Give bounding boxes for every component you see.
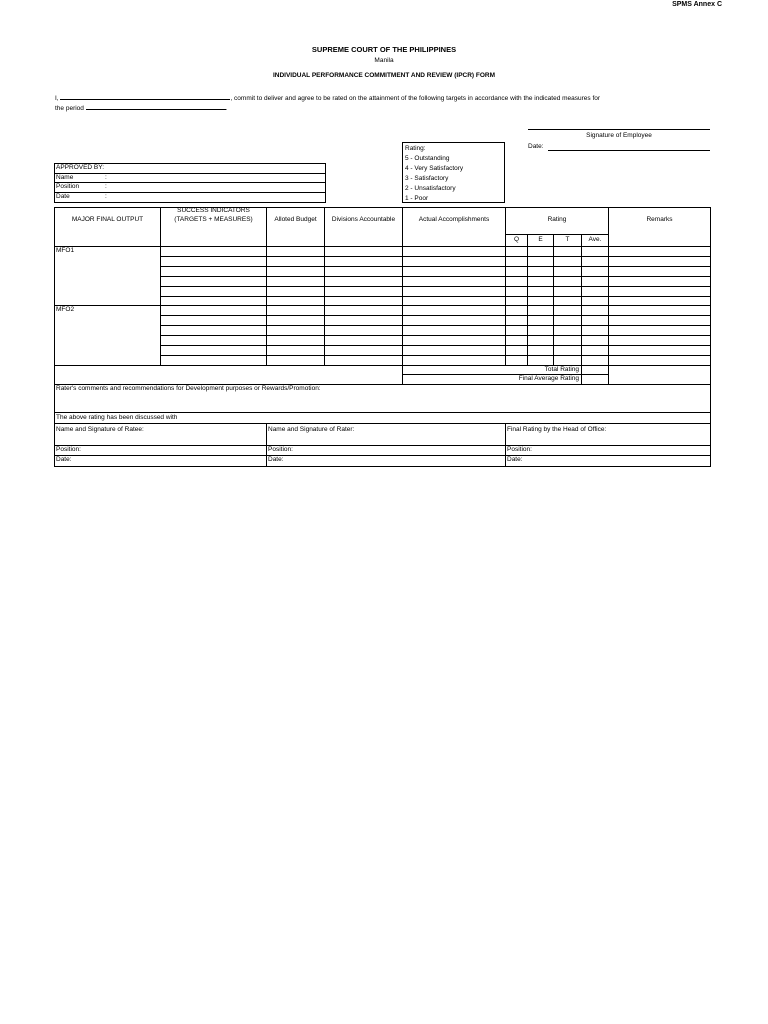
approved-date-label: Date: [56, 192, 70, 200]
ratee-date-label: Date:: [56, 456, 72, 463]
approved-by-title: APPROVED BY:: [55, 164, 325, 174]
period-label: the period: [55, 105, 84, 112]
rating-sub-t: T: [565, 236, 570, 243]
annex-label: SPMS Annex C: [672, 1, 722, 8]
court-name: SUPREME COURT OF THE PHILIPPINES: [311, 45, 457, 54]
raters-comments-label: Rater's comments and recommendations for Development purposes or Rewards/Promotion:: [56, 385, 321, 392]
col-header-mfo: MAJOR FINAL OUTPUT: [71, 216, 144, 223]
commitment-prefix: I,: [55, 95, 59, 102]
col-header-remarks: Remarks: [646, 216, 673, 223]
head-final-rating-label: Final Rating by the Head of Office:: [507, 426, 607, 433]
col-header-success-indicators: SUCCESS INDICATORS: [177, 207, 250, 214]
employee-signature-label: Signature of Employee: [586, 132, 652, 139]
rater-date-label: Date:: [268, 456, 284, 463]
head-date-label: Date:: [507, 456, 523, 463]
approved-position-label: Position: [56, 183, 80, 190]
form-title: INDIVIDUAL PERFORMANCE COMMITMENT AND REVIEW (IPCR) FORM: [272, 72, 496, 79]
rating-sub-e: E: [538, 236, 543, 243]
col-header-rating: Rating: [547, 216, 567, 223]
ratee-signature-label: Name and Signature of Ratee:: [56, 426, 144, 433]
approved-name-label: Name: [56, 173, 74, 181]
rating-scale-item: 5 - Outstanding: [405, 155, 450, 162]
col-header-actual: Actual Accomplishments: [418, 216, 490, 223]
rating-sub-q: Q: [513, 236, 520, 243]
mfo1-label: MFO1: [56, 247, 75, 254]
col-header-budget: Alloted Budget: [274, 216, 317, 223]
total-rating-label: Total Rating: [544, 366, 579, 373]
approved-position-colon: :: [105, 183, 107, 190]
rater-position-label: Position:: [268, 446, 293, 453]
head-position-label: Position:: [507, 446, 532, 453]
rating-sub-ave: Ave.: [588, 236, 602, 243]
col-header-divisions: Divisions Accountable: [331, 216, 396, 223]
approved-name-colon: :: [105, 173, 107, 181]
col-header-success-indicators-sub: (TARGETS + MEASURES): [174, 216, 253, 223]
final-average-label: Final Average Rating: [518, 375, 579, 382]
rating-scale-item: 4 - Very Satisfactory: [405, 165, 464, 172]
approved-date-colon: :: [105, 192, 107, 200]
ratee-position-label: Position:: [56, 446, 81, 453]
rater-signature-label: Name and Signature of Rater:: [268, 426, 355, 433]
commitment-text: , commit to deliver and agree to be rated on the attainment of the following targets in accordance with the indicated measures for: [230, 95, 601, 102]
city-name: Manila: [374, 57, 394, 64]
mfo2-label: MFO2: [56, 306, 75, 313]
rating-scale-title: Rating:: [405, 145, 426, 152]
period-end: .: [225, 105, 228, 112]
rating-scale-item: 1 - Poor: [405, 195, 429, 202]
rating-scale-item: 3 - Satisfactory: [405, 175, 449, 182]
rating-scale-item: 2 - Unsatisfactory: [405, 185, 456, 192]
discussed-label: The above rating has been discussed with: [56, 414, 178, 421]
date-label: Date:: [528, 143, 544, 150]
